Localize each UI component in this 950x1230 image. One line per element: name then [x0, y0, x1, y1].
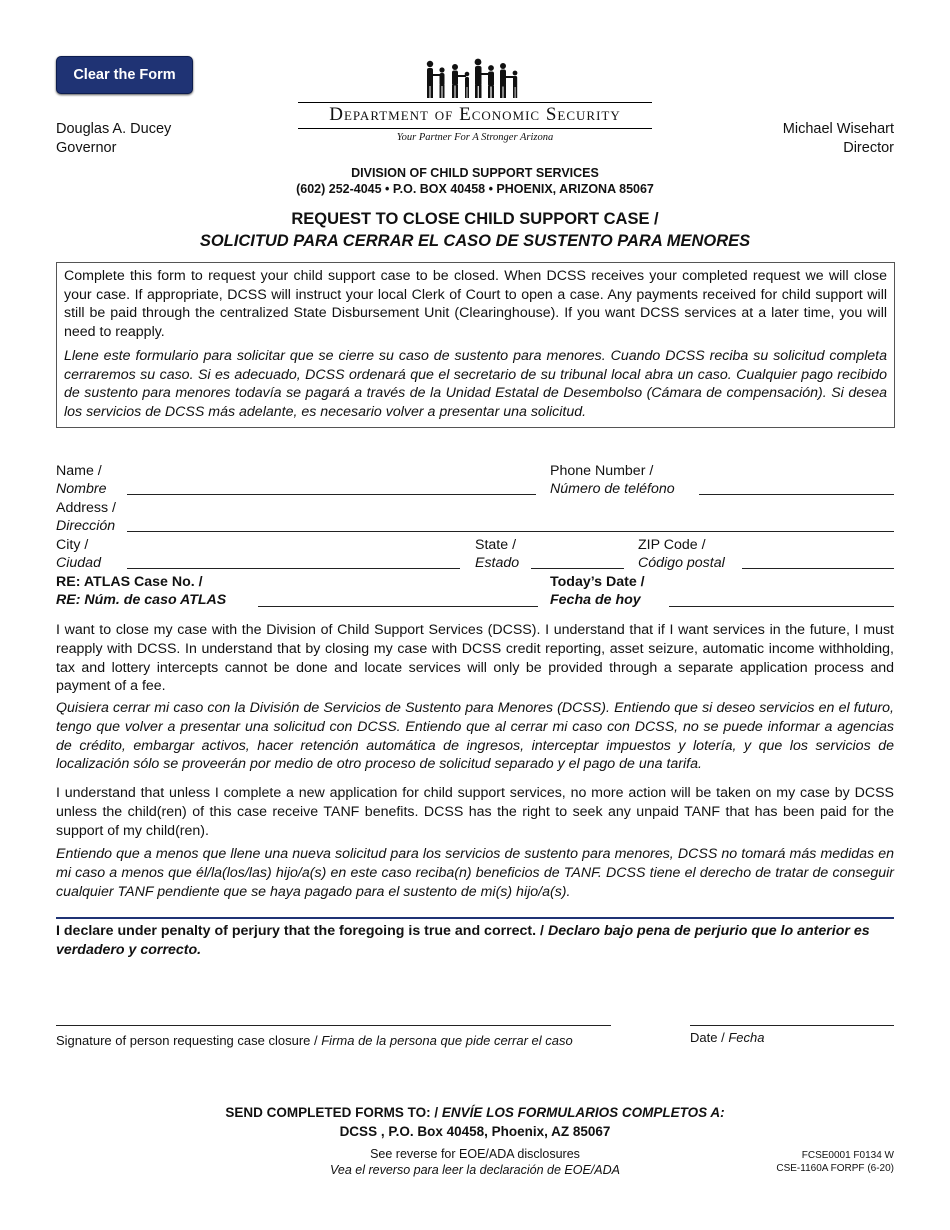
instructions-es: Llene este formulario para solicitar que se cierre su caso de sustento para menores. Cuando DCSS reciba su solicitud completa cerraremos su caso. Si es adecuado, DCSS ordenará que el secretario de su tribunal local abra un caso. Cualquier pago recibido de sustento para menores todavía se pagará a través de la Unidad Estatal de Desembolso (Cámara de compensación). Si desea los servicios de DCSS más adelante, es necesario volver a presentar una solicitud.: [64, 348, 887, 420]
statement-2-es: Entiendo que a menos que llene una nueva solicitud para los servicios de sustento para menores, DCSS no tomará más medidas en mi caso a menos que él/la(los/las) hijo/a(s) en este caso reciba(n) beneficios de TANF. DCSS tiene el derecho de tratar de conseguir cualquier TANF pendiente que se haya pagado para el sustento de mi(s) hijo/a(s).: [56, 846, 894, 900]
statement-1-es: Quisiera cerrar mi caso con la División de Servicios de Sustento para Menores (DCSS). Entiendo que si deseo servicios en el futuro, tengo que volver a presentar una solicitud con DCSS. Entiendo que al cerrar mi caso con DCSS, no se puede informar a agencias de crédito, embargar activos, hacer retención automática de ingresos, interceptar impuestos y lotería, y que los servicios de localización sólo se proveerán por medio de otro proceso de solicitud separado y el pago de una tarifa.: [56, 700, 894, 773]
division-contact: (602) 252-4045 • P.O. BOX 40458 • PHOENIX, ARIZONA 85067: [296, 182, 654, 196]
zip-input[interactable]: [742, 568, 894, 569]
address-label: Address / Dirección: [56, 500, 116, 534]
department-name: Department of Economic Security: [298, 102, 652, 129]
name-label: Name / Nombre: [56, 463, 107, 497]
case-number-input[interactable]: [258, 606, 538, 607]
director-name: Michael Wisehart: [782, 121, 894, 137]
director-block: [783, 120, 894, 158]
phone-label: Phone Number / Número de teléfono: [550, 463, 675, 497]
state-input[interactable]: [531, 568, 624, 569]
department-tagline: Your Partner For A Stronger Arizona: [396, 132, 554, 143]
perjury-declaration: I declare under penalty of perjury that the foregoing is true and correct. / Declaro bajo pena de perjurio que lo anterior es verdadero y correcto.: [56, 923, 870, 958]
todays-date-input[interactable]: [669, 606, 894, 607]
divider: [56, 917, 894, 919]
family-silhouette-icon: [420, 58, 530, 100]
todays-date-label: Today’s Date / Fecha de hoy: [550, 574, 645, 608]
send-address: DCSS , P.O. Box 40458, Phoenix, AZ 85067: [339, 1124, 611, 1139]
statement-1-en: I want to close my case with the Division of Child Support Services (DCSS). I understand that if I want services in the future, I must reapply with DCSS. In understand that by closing my case with DCSS credit reporting, asset seizure, automatic income withholding, tax and lottery intercepts cannot be done and locate services will only be provided through a separate application process and payment of a fee.: [56, 622, 894, 695]
city-input[interactable]: [127, 568, 460, 569]
phone-input[interactable]: [699, 494, 894, 495]
governor-name: Douglas A. Ducey: [56, 121, 172, 137]
zip-label: ZIP Code / Código postal: [638, 537, 725, 571]
form-title-en: REQUEST TO CLOSE CHILD SUPPORT CASE /: [291, 210, 659, 228]
director-title: Director: [843, 140, 894, 156]
city-label: City / Ciudad: [56, 537, 101, 571]
des-logo: [298, 58, 652, 143]
clear-form-button[interactable]: Clear the Form: [56, 56, 193, 94]
signature-input[interactable]: [56, 1025, 611, 1026]
state-label: State / Estado: [475, 537, 520, 571]
case-number-label: RE: ATLAS Case No. / RE: Núm. de caso ATLAS: [56, 574, 227, 608]
instructions-box: [56, 262, 895, 428]
division-block: [0, 165, 950, 197]
statement-2-en: I understand that unless I complete a new application for child support services, no more action will be taken on my case by DCSS unless the child(ren) of this case receive TANF benefits. DCSS has the right to seek any unpaid TANF that has been paid for the support of my child(ren).: [56, 785, 894, 839]
governor-block: [56, 120, 171, 158]
send-to-block: SEND COMPLETED FORMS TO: / ENVÍE LOS FORMULARIOS COMPLETOS A: DCSS , P.O. Box 40458, Phoenix, AZ 85067: [0, 1103, 950, 1141]
address-input[interactable]: [127, 531, 894, 532]
signature-label: Signature of person requesting case closure / Firma de la persona que pide cerrar el caso: [56, 1033, 573, 1048]
instructions-en: Complete this form to request your child support case to be closed. When DCSS receives your completed request we will close your case. If appropriate, DCSS will instruct your local Clerk of Court to open a case. Any payments received for child support will still be paid through the centralized State Disbursement Unit (Clearinghouse). If you want DCSS services at a later time, you will need to reapply.: [64, 268, 887, 340]
form-code: FCSE0001 F0134 W CSE-1160A FORPF (6-20): [776, 1150, 894, 1174]
division-name: DIVISION OF CHILD SUPPORT SERVICES: [351, 166, 599, 180]
signature-date-input[interactable]: [690, 1025, 894, 1026]
signature-date-label: Date / Fecha: [690, 1030, 765, 1045]
governor-title: Governor: [56, 140, 117, 156]
name-input[interactable]: [127, 494, 536, 495]
form-title-es: SOLICITUD PARA CERRAR EL CASO DE SUSTENTO PARA MENORES: [199, 232, 751, 250]
eoe-ada-note: See reverse for EOE/ADA disclosures Vea el reverso para leer la declaración de EOE/ADA: [330, 1147, 620, 1177]
form-title: [0, 208, 950, 252]
